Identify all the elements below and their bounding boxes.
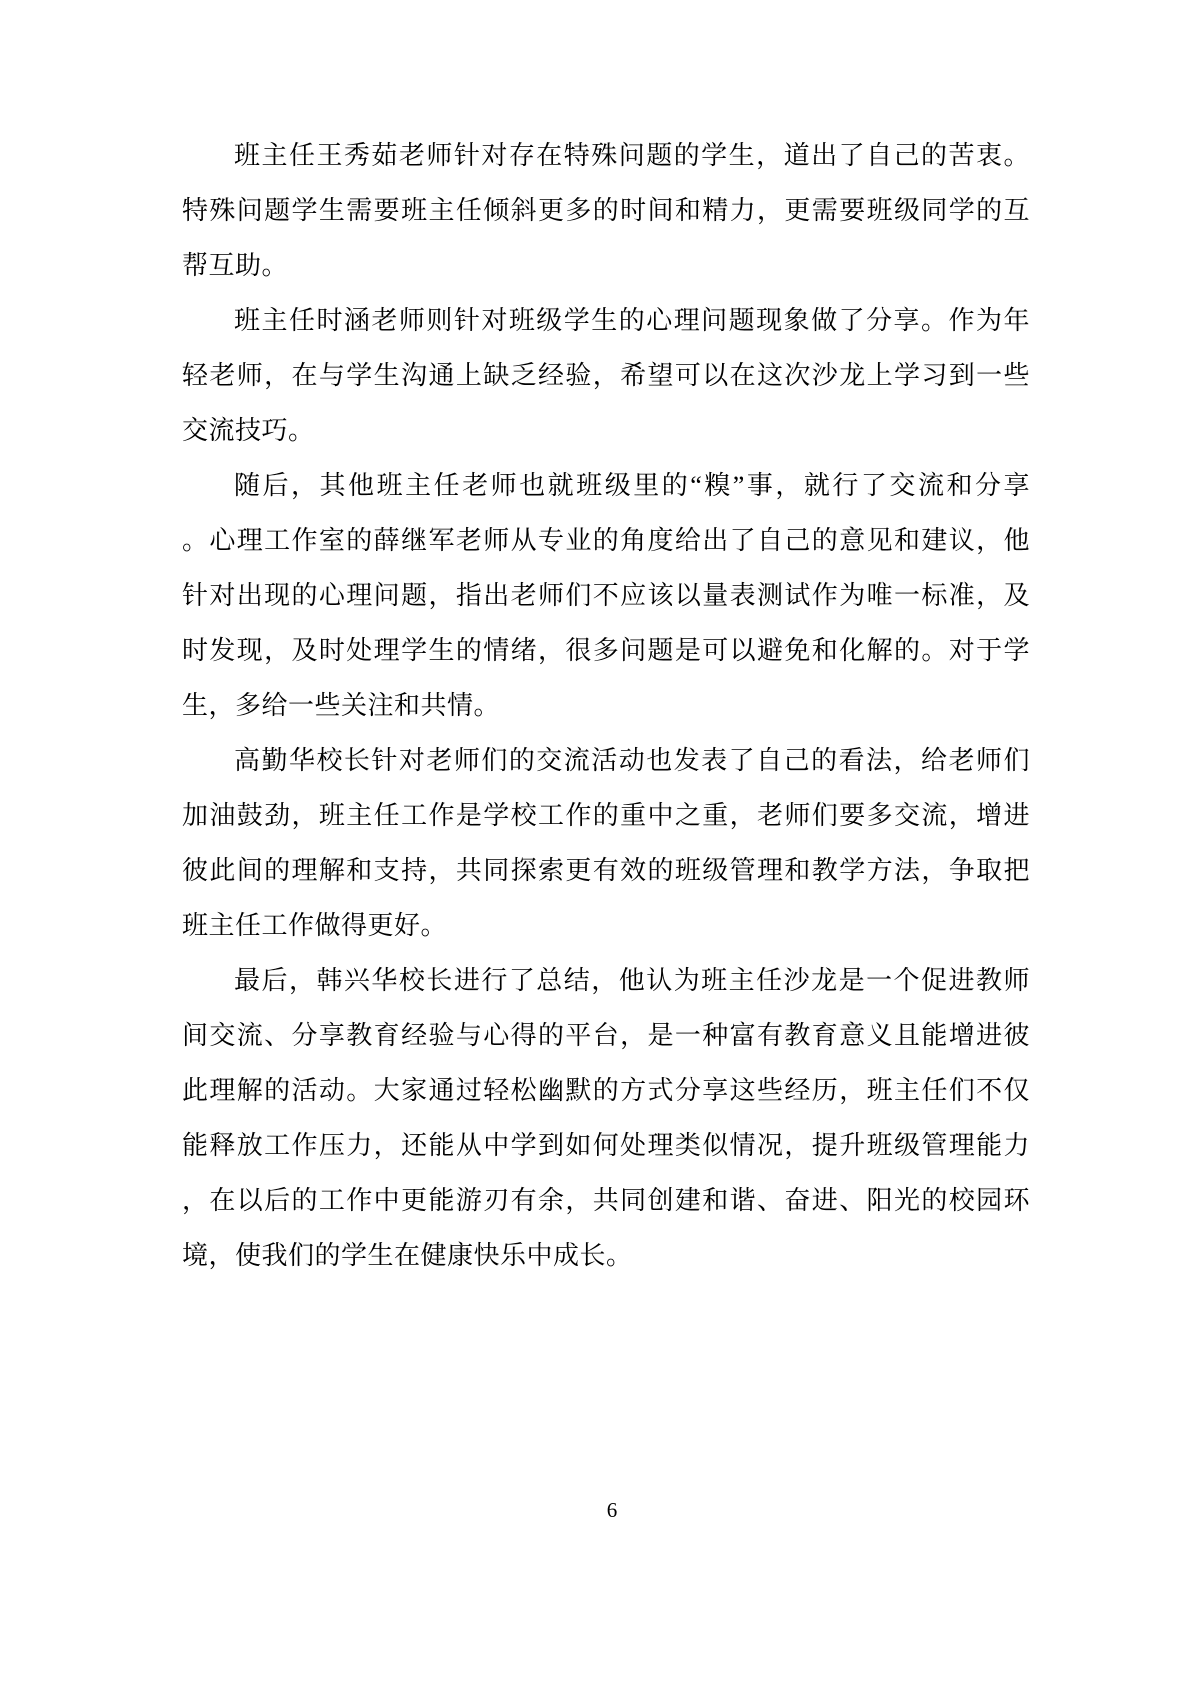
paragraph [182, 458, 1030, 733]
text-line: 彼此间的理解和支持，共同探索更有效的班级管理和教学方法，争取把 [182, 856, 1030, 885]
text-line: 时发现，及时处理学生的情绪，很多问题是可以避免和化解的。对于学 [182, 636, 1030, 665]
document-body [182, 128, 1030, 1283]
text-line: 班主任王秀茹老师针对存在特殊问题的学生，道出了自己的苦衷。 [234, 141, 1030, 170]
text-line: 特殊问题学生需要班主任倾斜更多的时间和精力，更需要班级同学的互 [182, 196, 1030, 225]
text-line: 生，多给一些关注和共情。 [182, 691, 501, 720]
paragraph [182, 128, 1030, 293]
text-line: 。心理工作室的薛继军老师从专业的角度给出了自己的意见和建议，他 [182, 526, 1030, 555]
text-line: ，在以后的工作中更能游刃有余，共同创建和谐、奋进、阳光的校园环 [182, 1186, 1030, 1215]
paragraph [182, 293, 1030, 458]
text-line: 间交流、分享教育经验与心得的平台，是一种富有教育意义且能增进彼 [182, 1021, 1030, 1050]
text-line: 交流技巧。 [182, 416, 315, 445]
text-line: 加油鼓劲，班主任工作是学校工作的重中之重，老师们要多交流，增进 [182, 801, 1030, 830]
text-line: 境，使我们的学生在健康快乐中成长。 [182, 1241, 633, 1270]
text-line: 针对出现的心理问题，指出老师们不应该以量表测试作为唯一标准，及 [182, 581, 1030, 610]
paragraph [182, 953, 1030, 1283]
text-line: 轻老师，在与学生沟通上缺乏经验，希望可以在这次沙龙上学习到一些 [182, 361, 1030, 390]
text-line: 最后，韩兴华校长进行了总结，他认为班主任沙龙是一个促进教师 [234, 966, 1030, 995]
paragraph [182, 733, 1030, 953]
page-number: 6 [606, 1498, 618, 1522]
text-line: 班主任工作做得更好。 [182, 911, 448, 940]
text-line: 帮互助。 [182, 251, 289, 280]
text-line: 随后，其他班主任老师也就班级里的“糗”事，就行了交流和分享 [234, 471, 1030, 500]
text-line: 此理解的活动。大家通过轻松幽默的方式分享这些经历，班主任们不仅 [182, 1076, 1030, 1105]
text-line: 能释放工作压力，还能从中学到如何处理类似情况，提升班级管理能力 [182, 1131, 1030, 1160]
text-line: 高勤华校长针对老师们的交流活动也发表了自己的看法，给老师们 [234, 746, 1030, 775]
text-line: 班主任时涵老师则针对班级学生的心理问题现象做了分享。作为年 [234, 306, 1030, 335]
